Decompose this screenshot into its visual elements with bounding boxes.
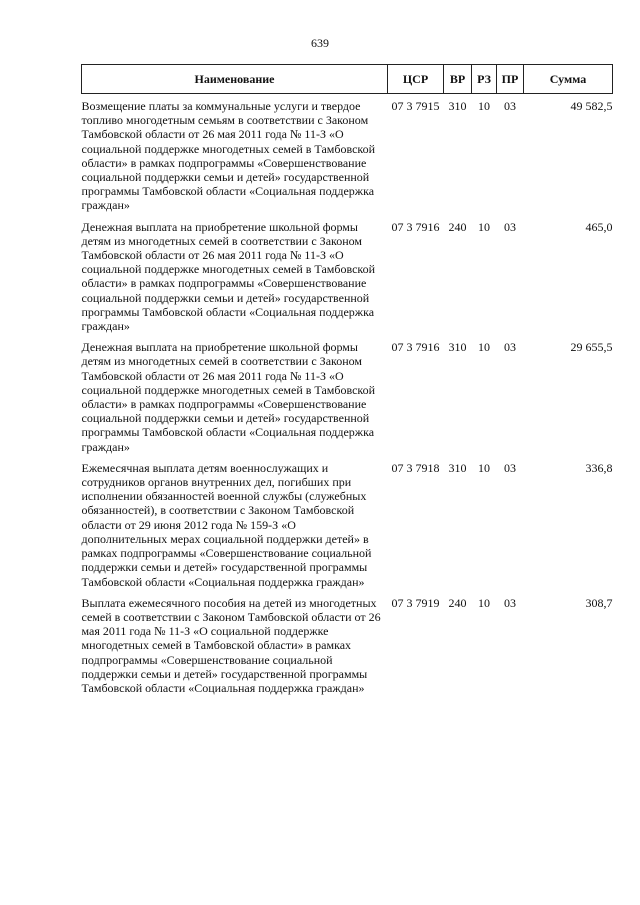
row-csr: 07 3 7919: [391, 595, 440, 610]
row-vr: 310: [448, 340, 467, 355]
row-pr: 03: [504, 219, 516, 234]
row-sum: 465,0: [585, 219, 613, 234]
header-pr: ПР: [497, 65, 524, 94]
row-rz: 10: [478, 460, 490, 475]
header-rz: РЗ: [472, 65, 497, 94]
row-rz: 10: [478, 340, 490, 355]
row-pr: 03: [504, 99, 516, 113]
row-sum: 29 655,5: [570, 340, 613, 355]
row-vr: 240: [448, 595, 467, 610]
row-vr: 240: [448, 219, 467, 234]
table-body: [82, 94, 613, 698]
row-name: Возмещение платы за коммунальные услуги и твердое топливо многодетным семьям в соответствии с Законом Тамбовской области от 26 мая 2011 года № 11-З «О социальной поддержке многодетных семей в Тамбовской области» в рамках подпрограммы «Совершенствование социальной поддержки семьи и детей» государственной программы Тамбовской области «Социальная поддержка граждан»: [81, 99, 376, 213]
header-csr: ЦСР: [388, 65, 444, 94]
row-name: Ежемесячная выплата детям военнослужащих и сотрудников органов внутренних дел, погибших при исполнении обязанностей военной службы (служебных обязанностей), в соответствии с Законом Тамбовской области от 29 июня 2012 года № 159-З «О дополнительных мерах социальной поддержки детей» в рамках подпрограммы «Совершенствование социальной поддержки семьи и детей» государственной программы Тамбовской области «Социальная поддержка граждан»: [81, 460, 372, 589]
row-rz: 10: [478, 595, 490, 610]
row-rz: 10: [478, 99, 490, 113]
header-row: [82, 65, 613, 94]
row-name: Денежная выплата на приобретение школьной формы детям из многодетных семей в соответствии с Законом Тамбовской области от 26 мая 2011 года № 11-З «О социальной поддержке многодетных семей в Тамбовской области» в рамках подпрограммы «Совершенствование социальной поддержки семьи и детей» государственной программы Тамбовской области «Социальная поддержка граждан»: [81, 340, 376, 454]
row-sum: 308,7: [585, 595, 613, 610]
table-row: [82, 94, 613, 215]
row-pr: 03: [504, 340, 516, 355]
header-sum: Сумма: [524, 65, 613, 94]
table-header: [82, 65, 613, 94]
row-vr: 310: [448, 460, 467, 475]
table-row: [82, 335, 613, 456]
header-vr: ВР: [444, 65, 472, 94]
budget-table: [81, 64, 613, 697]
row-name: Выплата ежемесячного пособия на детей из многодетных семей в соответствии с Законом Тамбовской области от 26 мая 2011 года № 11-З «О социальной поддержке многодетных семей в Тамбовской области» в рамках подпрограммы «Совершенствование социальной поддержки семьи и детей» государственной программы Тамбовской области «Социальная поддержка граждан»: [81, 595, 381, 695]
table-row: [82, 215, 613, 336]
row-csr: 07 3 7916: [391, 340, 440, 355]
row-rz: 10: [478, 219, 490, 234]
row-csr: 07 3 7918: [391, 460, 440, 475]
row-name: Денежная выплата на приобретение школьной формы детям из многодетных семей в соответствии с Законом Тамбовской области от 26 мая 2011 года № 11-З «О социальной поддержке многодетных семей в Тамбовской области» в рамках подпрограммы «Совершенствование социальной поддержки семьи и детей» государственной программы Тамбовской области «Социальная поддержка граждан»: [81, 219, 376, 334]
header-name: Наименование: [82, 65, 388, 94]
row-csr: 07 3 7915: [391, 99, 440, 113]
page-number: 639: [311, 36, 329, 50]
row-pr: 03: [504, 460, 516, 475]
row-sum: 336,8: [585, 460, 613, 475]
row-vr: 310: [448, 99, 467, 113]
table-row: [82, 591, 613, 697]
row-csr: 07 3 7916: [391, 219, 440, 234]
row-sum: 49 582,5: [570, 99, 613, 113]
table-row: [82, 456, 613, 591]
row-pr: 03: [504, 595, 516, 610]
